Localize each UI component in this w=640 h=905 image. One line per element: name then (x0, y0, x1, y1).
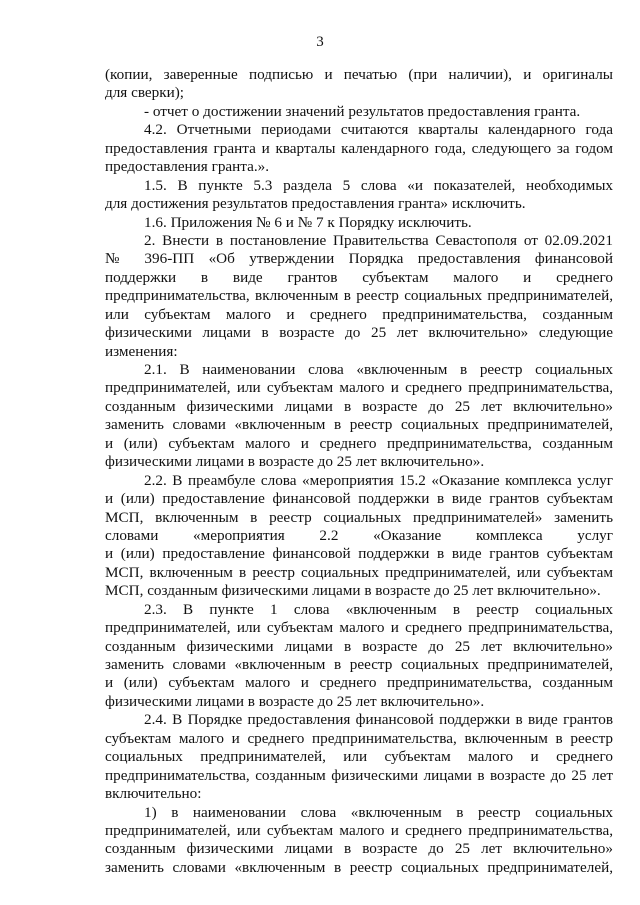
text-line: 1.5. В пункте 5.3 раздела 5 слова «и показателей, необходимых (144, 176, 613, 194)
text-line: заменить словами «включенным в реестр социальных предпринимателей, (105, 858, 613, 876)
text-line: субъектам малого и среднего предпринимательства, включенным в реестр (105, 729, 613, 747)
text-line: для достижения результатов предоставления гранта» исключить. (105, 195, 526, 213)
text-line: включительно: (105, 785, 202, 803)
text-line: 2.2. В преамбуле слова «мероприятия 15.2 «Оказание комплекса услуг (144, 471, 613, 489)
text-line: заменить словами «включенным в реестр социальных предпринимателей, (105, 656, 613, 673)
text-line: для сверки); (105, 84, 185, 102)
text-line: физическими лицами в возрасте до 25 лет включительно» следующие (105, 324, 613, 342)
text-line: и (или) субъектам малого и среднего предпринимательства, созданным (105, 434, 613, 452)
text-line: предпринимателей, или субъектам малого и среднего предпринимательства, (105, 821, 613, 839)
text-line: созданным физическими лицами в возрасте до 25 лет включительно» (105, 637, 613, 655)
text-line: МСП, созданным физическими лицами в возрасте до 25 лет включительно». (105, 582, 601, 600)
text-line: созданным физическими лицами в возрасте до 25 лет включительно» (105, 397, 613, 415)
text-line: заменить словами «включенным в реестр социальных предпринимателей, (105, 416, 613, 434)
text-line: предпринимателей, или субъектам малого и среднего предпринимательства, (105, 379, 613, 397)
text-line: № 396-ПП «Об утверждении Порядка предоставления финансовой (105, 250, 613, 268)
text-line: 2.4. В Порядке предоставления финансовой поддержки в виде грантов (144, 711, 613, 729)
text-line: 1.6. Приложения № 6 и № 7 к Порядку исключить. (144, 213, 472, 231)
text-line: социальных предпринимателей, или субъектам малого и среднего (105, 748, 613, 766)
text-line: предпринимателей, или субъектам малого и среднего предпринимательства, (105, 619, 613, 637)
text-line: - отчет о достижении значений результатов предоставления гранта. (144, 102, 581, 120)
text-line: поддержки в виде грантов субъектам малого и среднего (105, 268, 613, 286)
text-line: 4.2. Отчетными периодами считаются кварталы календарного года (144, 121, 613, 139)
text-line: или субъектам малого и среднего предпринимательства, созданным (105, 305, 613, 323)
text-line: физическими лицами в возрасте до 25 лет включительно». (105, 453, 485, 471)
text-line: созданным физическими лицами в возрасте до 25 лет включительно» (105, 840, 613, 858)
text-line: 2.3. В пункте 1 слова «включенным в реестр социальных (144, 600, 613, 618)
page-number: 3 (316, 34, 324, 50)
text-line: словами «мероприятия 2.2 «Оказание комплекса услуг (105, 526, 613, 544)
text-line: и (или) предоставление финансовой поддержки в виде грантов субъектам (105, 490, 613, 508)
text-line: и (или) субъектам малого и среднего предпринимательства, созданным (105, 674, 613, 692)
text-line: предпринимательства, включенным в реестр социальных предпринимателей, (105, 287, 613, 305)
text-line: 2.1. В наименовании слова «включенным в реестр социальных (144, 361, 613, 378)
text-line: физическими лицами в возрасте до 25 лет включительно». (105, 692, 485, 710)
document-body (105, 66, 613, 877)
text-line: предоставления гранта.». (105, 158, 270, 176)
text-line: изменения: (105, 342, 178, 360)
text-line: 2. Внести в постановление Правительства Севастополя от 02.09.2021 (144, 231, 613, 249)
text-line: МСП, включенным в реестр социальных предпринимателей» заменить (105, 508, 613, 526)
text-line: и (или) предоставление финансовой поддержки в виде грантов субъектам (105, 545, 613, 563)
text-line: предоставления гранта и кварталы календарного года, следующего за годом (105, 139, 613, 157)
text-line: предпринимательства, созданным физическими лицами в возрасте до 25 лет (105, 766, 613, 784)
text-line: МСП, включенным в реестр социальных предпринимателей, или субъектам (105, 563, 613, 581)
text-line: 1) в наименовании слова «включенным в реестр социальных (144, 803, 613, 821)
text-line: (копии, заверенные подписью и печатью (при наличии), и оригиналы (105, 66, 613, 83)
